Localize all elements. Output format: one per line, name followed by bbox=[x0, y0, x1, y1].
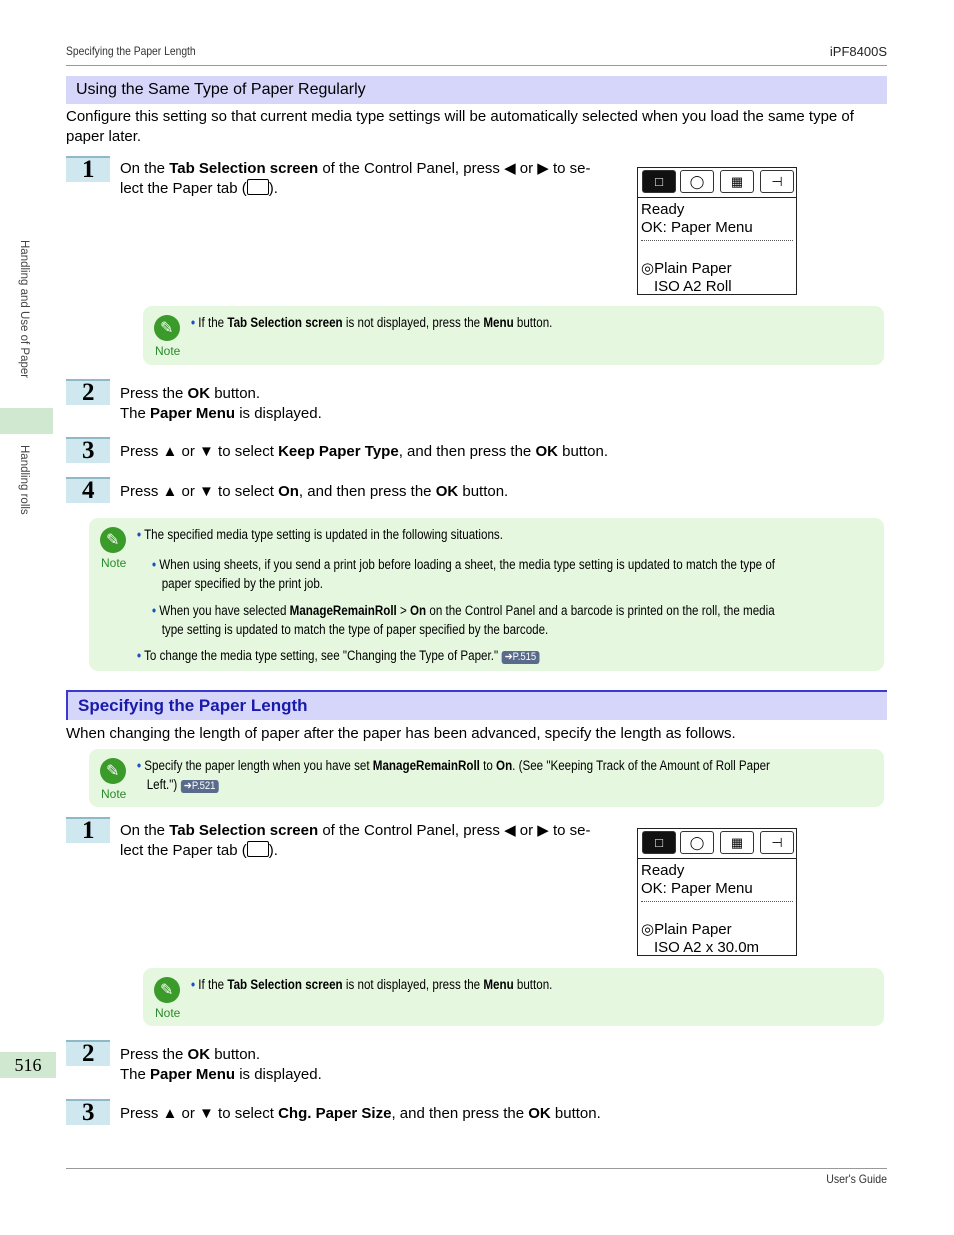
step-number: 2 bbox=[66, 1040, 110, 1066]
note-pencil-icon bbox=[154, 977, 180, 1003]
page-reference-link[interactable]: ➔P.521 bbox=[180, 780, 218, 793]
lcd-status: Ready bbox=[641, 201, 685, 218]
note-pencil-icon bbox=[154, 315, 180, 341]
note-text: • To change the media type setting, see "Changing the Type of Paper." ➔P.515 bbox=[137, 646, 842, 665]
step-text: Press ▲ or ▼ to select Keep Paper Type, and then press the OK button. bbox=[120, 443, 608, 460]
note-text: • When you have selected ManageRemainRoll > On on the Control Panel and a barcode is printed on the roll, the media type setting is updated to match the type of paper specified by the barcode. bbox=[152, 603, 775, 637]
lcd-prompt: OK: Paper Menu bbox=[641, 880, 753, 897]
control-panel-display bbox=[637, 167, 797, 295]
lcd-paper-size: ISO A2 x 30.0m bbox=[654, 939, 760, 956]
note-box bbox=[89, 749, 884, 807]
lcd-media-type: ◎Plain Paper bbox=[641, 921, 732, 938]
note-label: Note bbox=[155, 344, 181, 358]
settings-tab-icon: ⊣ bbox=[760, 831, 794, 854]
paper-tab-icon bbox=[247, 841, 269, 857]
note-text: • Specify the paper length when you have set ManageRemainRoll to On. (See "Keeping Track of the Amount of Roll Paper Left.") ➔P.521 bbox=[137, 758, 770, 792]
lcd-divider bbox=[641, 240, 793, 241]
footer-divider bbox=[66, 1168, 887, 1169]
running-header-model: iPF8400S bbox=[829, 44, 887, 59]
sidebar-section: Handling rolls bbox=[18, 445, 30, 515]
step-text: Press the OK button. The Paper Menu is displayed. bbox=[120, 385, 322, 422]
settings-tab-icon: ⊣ bbox=[760, 170, 794, 193]
note-box bbox=[143, 306, 884, 365]
section-heading-same-paper: Using the Same Type of Paper Regularly bbox=[66, 76, 887, 104]
lcd-prompt: OK: Paper Menu bbox=[641, 219, 753, 236]
step-number: 2 bbox=[66, 379, 110, 405]
step-number: 1 bbox=[66, 817, 110, 843]
note-text: • When using sheets, if you send a print job before loading a sheet, the media type setting is updated to match the type of paper specified by the print job. bbox=[152, 557, 776, 591]
section-intro: Configure this setting so that current media type settings will be automatically selected when you load the same type of paper later. bbox=[66, 108, 854, 145]
lcd-media-type: ◎Plain Paper bbox=[641, 260, 732, 277]
page-reference-link[interactable]: ➔P.515 bbox=[501, 651, 539, 664]
note-label: Note bbox=[155, 1006, 181, 1020]
note-box bbox=[89, 518, 884, 671]
note-label: Note bbox=[101, 787, 127, 801]
sidebar-chapter: Handling and Use of Paper bbox=[18, 240, 30, 379]
control-panel-display bbox=[637, 828, 797, 956]
job-tab-icon: ▦ bbox=[720, 170, 754, 193]
page-number: 516 bbox=[0, 1052, 56, 1078]
step-number: 4 bbox=[66, 477, 110, 503]
paper-tab-icon bbox=[247, 179, 269, 195]
note-box bbox=[143, 968, 884, 1026]
section-heading-paper-length: Specifying the Paper Length bbox=[66, 690, 887, 720]
step-text: On the Tab Selection screen of the Control Panel, press ◀ or ▶ to se- lect the Paper tab ( ). bbox=[120, 160, 591, 197]
note-text: • If the Tab Selection screen is not displayed, press the Menu button. bbox=[191, 315, 553, 330]
running-header-title: Specifying the Paper Length bbox=[66, 44, 196, 58]
paper-tab-icon: □ bbox=[642, 831, 676, 854]
lcd-paper-size: ISO A2 Roll bbox=[654, 278, 732, 295]
step-number: 3 bbox=[66, 437, 110, 463]
step-text: On the Tab Selection screen of the Control Panel, press ◀ or ▶ to se- lect the Paper tab ( ). bbox=[120, 822, 591, 859]
ink-tab-icon: ◯ bbox=[680, 831, 714, 854]
header-divider bbox=[66, 65, 887, 66]
lcd-divider bbox=[641, 901, 793, 902]
step-text: Press ▲ or ▼ to select Chg. Paper Size, and then press the OK button. bbox=[120, 1105, 601, 1122]
section-intro: When changing the length of paper after the paper has been advanced, specify the length as follows. bbox=[66, 725, 736, 742]
lcd-status: Ready bbox=[641, 862, 685, 879]
note-pencil-icon bbox=[100, 758, 126, 784]
note-text: • The specified media type setting is updated in the following situations. bbox=[137, 527, 503, 542]
job-tab-icon: ▦ bbox=[720, 831, 754, 854]
step-number: 1 bbox=[66, 156, 110, 182]
note-text: • If the Tab Selection screen is not displayed, press the Menu button. bbox=[191, 977, 553, 992]
step-text: Press the OK button. The Paper Menu is displayed. bbox=[120, 1046, 322, 1083]
sidebar-tab-marker bbox=[0, 408, 53, 434]
step-number: 3 bbox=[66, 1099, 110, 1125]
note-label: Note bbox=[101, 556, 127, 570]
ink-tab-icon: ◯ bbox=[680, 170, 714, 193]
note-pencil-icon bbox=[100, 527, 126, 553]
footer-guide-name: User's Guide bbox=[826, 1172, 887, 1186]
step-text: Press ▲ or ▼ to select On, and then press the OK button. bbox=[120, 483, 509, 500]
paper-tab-icon: □ bbox=[642, 170, 676, 193]
roll-icon: ◎ bbox=[641, 921, 655, 938]
roll-icon: ◎ bbox=[641, 260, 655, 277]
